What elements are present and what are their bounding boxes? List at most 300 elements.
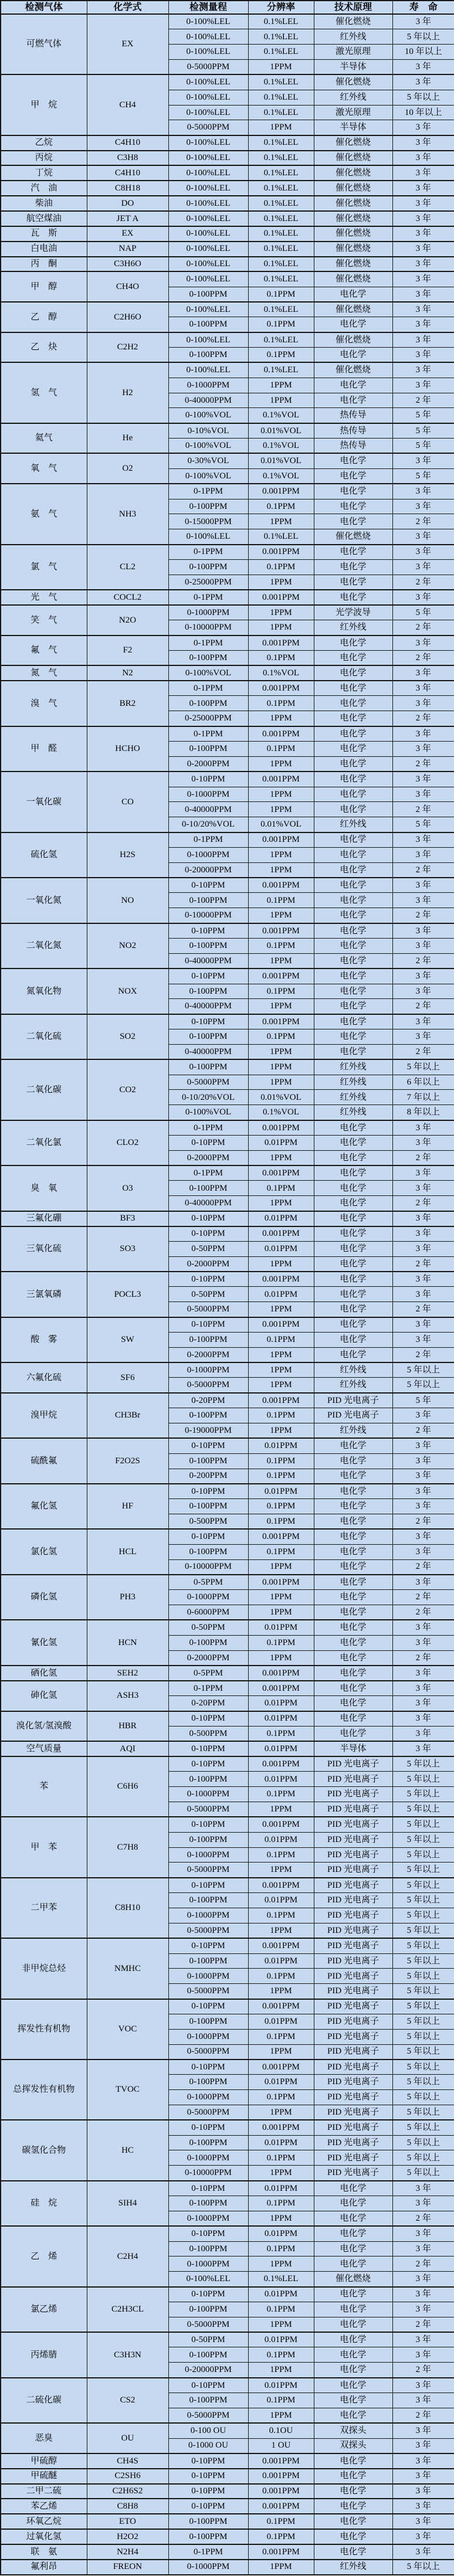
range-cell: 0-100PPM — [168, 2196, 248, 2211]
gas-name-cell: 丙烯腈 — [1, 2332, 87, 2378]
resolution-cell: 0.1OU — [248, 2423, 314, 2438]
lifetime-cell: 3 年 — [392, 2529, 454, 2544]
formula-cell: C8H10 — [87, 1878, 168, 1938]
resolution-cell: 1PPM — [248, 514, 314, 529]
table-header — [1, 1, 454, 14]
lifetime-cell: 3 年 — [392, 847, 454, 862]
lifetime-cell: 3 年 — [392, 362, 454, 378]
lifetime-cell: 2 年 — [392, 650, 454, 665]
resolution-cell: 0.1%LEL — [248, 226, 314, 242]
range-cell: 0-10PPM — [168, 1817, 248, 1832]
lifetime-cell: 3 年 — [392, 332, 454, 348]
principle-cell: 电化学 — [314, 2196, 392, 2211]
range-cell: 0-100%LEL — [168, 105, 248, 120]
lifetime-cell: 3 年 — [392, 2181, 454, 2196]
principle-cell: 电化学 — [314, 635, 392, 651]
gas-name-cell: 丁烷 — [1, 165, 87, 181]
range-cell: 0-50PPM — [168, 1620, 248, 1635]
formula-cell: CO2 — [87, 1059, 168, 1120]
table-row — [1, 2378, 454, 2393]
lifetime-cell: 3 年 — [392, 696, 454, 711]
resolution-cell: 0.1PPM — [248, 317, 314, 332]
lifetime-cell: 2 年 — [392, 711, 454, 726]
principle-cell: PID 光电离子 — [314, 1863, 392, 1878]
lifetime-cell: 3 年 — [392, 226, 454, 242]
principle-cell: 电化学 — [314, 317, 392, 332]
table-row — [1, 242, 454, 257]
lifetime-cell: 5 年以上 — [392, 1059, 454, 1075]
range-cell: 0-1000PPM — [168, 1847, 248, 1863]
lifetime-cell: 5 年以上 — [392, 90, 454, 105]
lifetime-cell: 5 年 — [392, 605, 454, 620]
formula-cell: AQI — [87, 1741, 168, 1756]
gas-name-cell: 甲 醇 — [1, 271, 87, 302]
lifetime-cell: 3 年 — [392, 2302, 454, 2317]
principle-cell: 催化燃烧 — [314, 2272, 392, 2287]
formula-cell: CH3Br — [87, 1393, 168, 1439]
gas-name-cell: 甲 醛 — [1, 726, 87, 772]
range-cell: 0-100%LEL — [168, 242, 248, 257]
principle-cell: 红外线 — [314, 1090, 392, 1105]
principle-cell: 电化学 — [314, 348, 392, 363]
principle-cell: 电化学 — [314, 1666, 392, 1681]
formula-cell: ASH3 — [87, 1681, 168, 1711]
range-cell: 0-100PPM — [168, 2529, 248, 2544]
lifetime-cell: 3 年 — [392, 211, 454, 226]
range-cell: 0-100%LEL — [168, 211, 248, 226]
formula-cell: C2H4 — [87, 2226, 168, 2286]
principle-cell: 电化学 — [314, 2544, 392, 2560]
principle-cell: 电化学 — [314, 953, 392, 968]
lifetime-cell: 5 年以上 — [392, 2150, 454, 2166]
lifetime-cell: 5 年 — [392, 1393, 454, 1408]
principle-cell: 电化学 — [314, 2287, 392, 2302]
header-gas: 检测气体 — [1, 1, 87, 14]
range-cell: 0-2000PPM — [168, 1150, 248, 1165]
principle-cell: PID 光电离子 — [314, 2075, 392, 2090]
gas-name-cell: 总挥发性有机物 — [1, 2060, 87, 2120]
table-row — [1, 590, 454, 605]
resolution-cell: 0.001PPM — [248, 1938, 314, 1953]
resolution-cell: 1PPM — [248, 1196, 314, 1211]
principle-cell: 红外线 — [314, 620, 392, 635]
gas-name-cell: 一氧化碳 — [1, 772, 87, 832]
gas-name-cell: 氟 气 — [1, 635, 87, 666]
range-cell: 0-200PPM — [168, 1469, 248, 1484]
range-cell: 0-1000PPM — [168, 605, 248, 620]
range-cell: 0-100%LEL — [168, 332, 248, 348]
resolution-cell: 0.01PPM — [248, 1711, 314, 1727]
formula-cell: NMHC — [87, 1938, 168, 1999]
lifetime-cell: 3 年 — [392, 1666, 454, 1681]
lifetime-cell: 5 年以上 — [392, 2105, 454, 2120]
principle-cell: 电化学 — [314, 908, 392, 923]
lifetime-cell: 3 年 — [392, 242, 454, 257]
gas-name-cell: 环氧乙烷 — [1, 2514, 87, 2529]
formula-cell: CS2 — [87, 2378, 168, 2424]
resolution-cell: 0.001PPM — [248, 2453, 314, 2469]
resolution-cell: 0.01PPM — [248, 2135, 314, 2150]
principle-cell: 电化学 — [314, 2181, 392, 2196]
lifetime-cell: 3 年 — [392, 302, 454, 317]
range-cell: 0-100PPM — [168, 1772, 248, 1787]
table-row — [1, 302, 454, 317]
principle-cell: 催化燃烧 — [314, 226, 392, 242]
principle-cell: 催化燃烧 — [314, 529, 392, 545]
resolution-cell: 0.001PPM — [248, 1999, 314, 2014]
range-cell: 0-10PPM — [168, 2378, 248, 2393]
formula-cell: SO2 — [87, 1014, 168, 1060]
range-cell: 0-20000PPM — [168, 862, 248, 878]
lifetime-cell: 5 年以上 — [392, 1923, 454, 1938]
range-cell: 0-5000PPM — [168, 1378, 248, 1393]
range-cell: 0-2000PPM — [168, 756, 248, 772]
resolution-cell: 0.001PPM — [248, 1529, 314, 1544]
resolution-cell: 0.1PPM — [248, 2514, 314, 2529]
table-row — [1, 681, 454, 696]
lifetime-cell: 5 年以上 — [392, 1893, 454, 1908]
principle-cell: 电化学 — [314, 453, 392, 468]
principle-cell: 电化学 — [314, 1150, 392, 1165]
range-cell: 0-100%LEL — [168, 29, 248, 45]
resolution-cell: 1PPM — [248, 862, 314, 878]
range-cell: 0-100%LEL — [168, 151, 248, 166]
formula-cell: C6H6 — [87, 1756, 168, 1817]
resolution-cell: 1PPM — [248, 575, 314, 590]
lifetime-cell: 2 年 — [392, 2408, 454, 2423]
lifetime-cell: 3 年 — [392, 1741, 454, 1756]
lifetime-cell: 3 年 — [392, 1635, 454, 1650]
resolution-cell: 0.01PPM — [248, 1953, 314, 1969]
range-cell: 0-1PPM — [168, 1681, 248, 1696]
resolution-cell: 0.1%LEL — [248, 165, 314, 181]
range-cell: 0-2000PPM — [168, 1256, 248, 1272]
principle-cell: 双探头 — [314, 2423, 392, 2438]
lifetime-cell: 5 年以上 — [392, 1863, 454, 1878]
range-cell: 0-100PPM — [168, 1635, 248, 1650]
table-row — [1, 1059, 454, 1075]
principle-cell: 电化学 — [314, 999, 392, 1014]
principle-cell: 电化学 — [314, 1347, 392, 1362]
principle-cell: 电化学 — [314, 1256, 392, 1272]
resolution-cell: 1PPM — [248, 847, 314, 862]
lifetime-cell: 3 年 — [392, 2438, 454, 2453]
principle-cell: 电化学 — [314, 1696, 392, 1711]
lifetime-cell: 3 年 — [392, 2423, 454, 2438]
lifetime-cell: 3 年 — [392, 1211, 454, 1226]
gas-name-cell: 甲硫醚 — [1, 2469, 87, 2484]
header-principle: 技术原理 — [314, 1, 392, 14]
resolution-cell: 1PPM — [248, 1559, 314, 1575]
formula-cell: C2H6O — [87, 302, 168, 332]
formula-cell: HCL — [87, 1529, 168, 1575]
principle-cell: 电化学 — [314, 696, 392, 711]
formula-cell: SEH2 — [87, 1666, 168, 1681]
principle-cell: 电化学 — [314, 1620, 392, 1635]
lifetime-cell: 3 年 — [392, 832, 454, 848]
range-cell: 0-40000PPM — [168, 1044, 248, 1059]
table-row — [1, 2453, 454, 2469]
range-cell: 0-100PPM — [168, 984, 248, 999]
lifetime-cell: 3 年 — [392, 181, 454, 196]
table-row — [1, 1756, 454, 1772]
resolution-cell: 0.001PPM — [248, 772, 314, 787]
resolution-cell: 0.1PPM — [248, 2393, 314, 2408]
lifetime-cell: 7 年以上 — [392, 1090, 454, 1105]
resolution-cell: 0.1PPM — [248, 1453, 314, 1469]
principle-cell: 催化燃烧 — [314, 271, 392, 287]
range-cell: 0-19000PPM — [168, 1423, 248, 1438]
principle-cell: 电化学 — [314, 2211, 392, 2226]
lifetime-cell: 3 年 — [392, 635, 454, 651]
formula-cell: NH3 — [87, 484, 168, 544]
resolution-cell: 0.001PPM — [248, 2484, 314, 2499]
gas-name-cell: 硫酰氟 — [1, 1438, 87, 1484]
table-row — [1, 2560, 454, 2575]
lifetime-cell: 2 年 — [392, 862, 454, 878]
principle-cell: 半导体 — [314, 1741, 392, 1756]
lifetime-cell: 3 年 — [392, 120, 454, 135]
resolution-cell: 0.1PPM — [248, 1847, 314, 1863]
lifetime-cell: 3 年 — [392, 1014, 454, 1029]
lifetime-cell: 3 年 — [392, 1135, 454, 1150]
resolution-cell: 1PPM — [248, 1650, 314, 1666]
formula-cell: OU — [87, 2423, 168, 2453]
principle-cell: 电化学 — [314, 1226, 392, 1242]
resolution-cell: 1PPM — [248, 1802, 314, 1817]
range-cell: 0-1000PPM — [168, 2150, 248, 2166]
range-cell: 0-5000PPM — [168, 1923, 248, 1938]
principle-cell: 红外线 — [314, 1059, 392, 1075]
resolution-cell: 0.1PPM — [248, 938, 314, 953]
principle-cell: 电化学 — [314, 2529, 392, 2544]
range-cell: 0-100PPM — [168, 893, 248, 908]
range-cell: 0-15000PPM — [168, 514, 248, 529]
resolution-cell: 0.1%LEL — [248, 74, 314, 90]
range-cell: 0-10PPM — [168, 2181, 248, 2196]
range-cell: 0-10PPM — [168, 1438, 248, 1453]
lifetime-cell: 2 年 — [392, 1044, 454, 1059]
range-cell: 0-100PPM — [168, 2302, 248, 2317]
table-row — [1, 1620, 454, 1635]
range-cell: 0-100PPM — [168, 499, 248, 514]
principle-cell: PID 光电离子 — [314, 1832, 392, 1847]
range-cell: 0-5000PPM — [168, 1802, 248, 1817]
gas-name-cell: 甲 苯 — [1, 1817, 87, 1877]
resolution-cell: 1PPM — [248, 1362, 314, 1378]
range-cell: 0-10000PPM — [168, 2166, 248, 2181]
range-cell: 0-1000PPM — [168, 787, 248, 802]
range-cell: 0-100PPM — [168, 317, 248, 332]
principle-cell: 热传导 — [314, 423, 392, 439]
range-cell: 0-100PPM — [168, 1059, 248, 1075]
gas-name-cell: 乙烷 — [1, 135, 87, 151]
resolution-cell: 0.01%VOL — [248, 1090, 314, 1105]
principle-cell: 电化学 — [314, 2241, 392, 2256]
lifetime-cell: 2 年 — [392, 1559, 454, 1575]
resolution-cell: 0.001PPM — [248, 726, 314, 742]
resolution-cell: 0.001PPM — [248, 2544, 314, 2560]
lifetime-cell: 3 年 — [392, 2453, 454, 2469]
gas-name-cell: 恶臭 — [1, 2423, 87, 2453]
principle-cell: 电化学 — [314, 287, 392, 302]
principle-cell: 电化学 — [314, 665, 392, 681]
formula-cell: H2S — [87, 832, 168, 878]
principle-cell: 电化学 — [314, 2408, 392, 2423]
table-row — [1, 165, 454, 181]
principle-cell: 电化学 — [314, 923, 392, 939]
resolution-cell: 0.01PPM — [248, 2226, 314, 2241]
range-cell: 0-500PPM — [168, 1726, 248, 1741]
principle-cell: 电化学 — [314, 2484, 392, 2499]
formula-cell: F2O2S — [87, 1438, 168, 1484]
principle-cell: 红外线 — [314, 1075, 392, 1090]
principle-cell: PID 光电离子 — [314, 1847, 392, 1863]
range-cell: 0-100%LEL — [168, 74, 248, 90]
gas-name-cell: 丙 酮 — [1, 257, 87, 272]
range-cell: 0-100PPM — [168, 1453, 248, 1469]
range-cell: 0-1000PPM — [168, 2211, 248, 2226]
principle-cell: 电化学 — [314, 742, 392, 757]
lifetime-cell: 2 年 — [392, 2363, 454, 2378]
resolution-cell: 0.1PPM — [248, 1635, 314, 1650]
formula-cell: HBR — [87, 1711, 168, 1742]
resolution-cell: 0.1PPM — [248, 287, 314, 302]
lifetime-cell: 3 年 — [392, 317, 454, 332]
lifetime-cell: 3 年 — [392, 2241, 454, 2256]
principle-cell: 电化学 — [314, 2453, 392, 2469]
resolution-cell: 1PPM — [248, 1984, 314, 1999]
range-cell: 0-10PPM — [168, 2469, 248, 2484]
resolution-cell: 0.001PPM — [248, 1014, 314, 1029]
gas-name-cell: 二甲二硫 — [1, 2484, 87, 2499]
resolution-cell: 0.1PPM — [248, 2029, 314, 2044]
range-cell: 0-100PPM — [168, 287, 248, 302]
table-row — [1, 2544, 454, 2560]
principle-cell: 电化学 — [314, 1211, 392, 1226]
range-cell: 0-10PPM — [168, 1135, 248, 1150]
principle-cell: 电化学 — [314, 1181, 392, 1196]
table-row — [1, 2514, 454, 2529]
range-cell: 0-25000PPM — [168, 711, 248, 726]
lifetime-cell: 3 年 — [392, 1499, 454, 1514]
gas-name-cell: 硒化氢 — [1, 1666, 87, 1681]
resolution-cell: 0.01PPM — [248, 2287, 314, 2302]
principle-cell: 电化学 — [314, 772, 392, 787]
gas-name-cell: 氯 气 — [1, 545, 87, 590]
formula-cell: CO — [87, 772, 168, 832]
formula-cell: HC — [87, 2120, 168, 2180]
principle-cell: 电化学 — [314, 1302, 392, 1317]
range-cell: 0-1000PPM — [168, 1908, 248, 1923]
principle-cell: 催化燃烧 — [314, 181, 392, 196]
gas-name-cell: 臭 氧 — [1, 1165, 87, 1211]
principle-cell: 电化学 — [314, 726, 392, 742]
range-cell: 0-100%VOL — [168, 1105, 248, 1120]
range-cell: 0-2000PPM — [168, 1347, 248, 1362]
principle-cell: PID 光电离子 — [314, 2090, 392, 2105]
resolution-cell: 1PPM — [248, 2211, 314, 2226]
table-row — [1, 1484, 454, 1499]
resolution-cell: 0.001PPM — [248, 1317, 314, 1333]
resolution-cell: 1PPM — [248, 787, 314, 802]
resolution-cell: 0.01PPM — [248, 1620, 314, 1635]
range-cell: 0-6000PPM — [168, 1605, 248, 1620]
lifetime-cell: 5 年以上 — [392, 1878, 454, 1893]
lifetime-cell: 5 年以上 — [392, 1378, 454, 1393]
lifetime-cell: 2 年 — [392, 514, 454, 529]
formula-cell: C2H6S2 — [87, 2484, 168, 2499]
principle-cell: PID 光电离子 — [314, 1393, 392, 1408]
table-row — [1, 257, 454, 272]
header-formula: 化学式 — [87, 1, 168, 14]
range-cell: 0-100PPM — [168, 742, 248, 757]
formula-cell: He — [87, 423, 168, 454]
table-row — [1, 1938, 454, 1953]
range-cell: 0-1PPM — [168, 484, 248, 499]
gas-name-cell: 笑 气 — [1, 605, 87, 635]
lifetime-cell: 5 年 — [392, 817, 454, 832]
range-cell: 0-10PPM — [168, 2453, 248, 2469]
resolution-cell: 0.1PPM — [248, 2347, 314, 2363]
principle-cell: 电化学 — [314, 862, 392, 878]
principle-cell: PID 光电离子 — [314, 1802, 392, 1817]
lifetime-cell: 3 年 — [392, 1332, 454, 1347]
table-row — [1, 484, 454, 499]
formula-cell: C4H10 — [87, 135, 168, 151]
range-cell: 0-10PPM — [168, 1014, 248, 1029]
gas-name-cell: 联 氨 — [1, 2544, 87, 2560]
resolution-cell: 0.001PPM — [248, 590, 314, 605]
resolution-cell: 0.001PPM — [248, 1393, 314, 1408]
resolution-cell: 0.001PPM — [248, 1226, 314, 1242]
resolution-cell: 0.1PPM — [248, 2241, 314, 2256]
resolution-cell: 0.1%LEL — [248, 242, 314, 257]
principle-cell: PID 光电离子 — [314, 1772, 392, 1787]
range-cell: 0-10PPM — [168, 1999, 248, 2014]
gas-name-cell: 砷化氢 — [1, 1681, 87, 1711]
resolution-cell: 1PPM — [248, 1923, 314, 1938]
resolution-cell: 0.001PPM — [248, 2499, 314, 2514]
principle-cell: 电化学 — [314, 1635, 392, 1650]
gas-name-cell: 乙 烯 — [1, 2226, 87, 2286]
table-row — [1, 1362, 454, 1378]
resolution-cell: 0.01PPM — [248, 1832, 314, 1847]
gas-name-cell: 柴油 — [1, 196, 87, 211]
range-cell: 0-1000PPM — [168, 2256, 248, 2272]
resolution-cell: 1PPM — [248, 2256, 314, 2272]
table-row — [1, 2423, 454, 2438]
gas-name-cell: 溴甲烷 — [1, 1393, 87, 1439]
table-row — [1, 2332, 454, 2347]
table-row — [1, 1681, 454, 1696]
resolution-cell: 0.1%LEL — [248, 90, 314, 105]
range-cell: 0-1PPM — [168, 2544, 248, 2560]
range-cell: 0-100PPM — [168, 1544, 248, 1559]
principle-cell: 电化学 — [314, 545, 392, 560]
lifetime-cell: 2 年 — [392, 1605, 454, 1620]
principle-cell: 电化学 — [314, 968, 392, 984]
formula-cell: PH3 — [87, 1575, 168, 1620]
lifetime-cell: 3 年 — [392, 2469, 454, 2484]
principle-cell: PID 光电离子 — [314, 1969, 392, 1984]
gas-name-cell: 酸 雾 — [1, 1317, 87, 1363]
table-row — [1, 772, 454, 787]
principle-cell: PID 光电离子 — [314, 1893, 392, 1908]
principle-cell: 电化学 — [314, 2393, 392, 2408]
lifetime-cell: 3 年 — [392, 2499, 454, 2514]
principle-cell: 催化燃烧 — [314, 242, 392, 257]
